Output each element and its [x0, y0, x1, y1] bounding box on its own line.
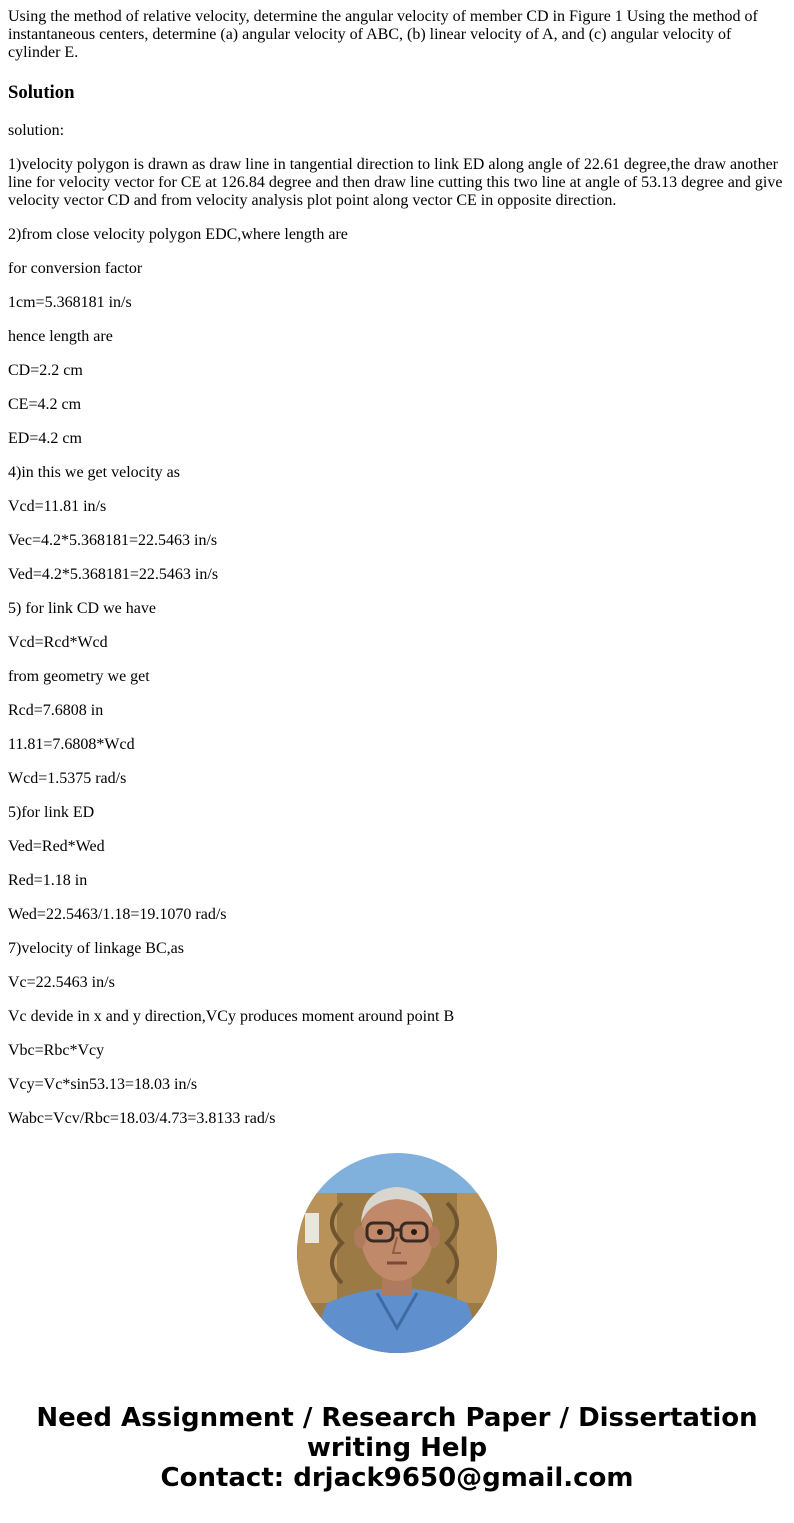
solution-line: Vc devide in x and y direction,VCy produces moment around point B	[8, 1008, 455, 1025]
avatar-portrait	[297, 1153, 497, 1353]
solution-line: CD=2.2 cm	[8, 362, 83, 379]
solution-line: 1)velocity polygon is drawn as draw line in tangential direction to link ED along angle of 22.61 degree,the draw another line for velocity vector for CE at 126.84 degree and then draw line cutting this two line at angle of 53.13 degree and give velocity vector CD and from velocity analysis plot point along vector CE in opposite direction.	[8, 156, 783, 209]
solution-heading: Solution	[8, 82, 75, 103]
solution-line: Vbc=Rbc*Vcy	[8, 1042, 105, 1059]
solution-line: Rcd=7.6808 in	[8, 702, 104, 719]
solution-line: Ved=Red*Wed	[8, 838, 105, 855]
promo-line: writing Help	[306, 1433, 488, 1463]
solution-line: 5)for link ED	[8, 804, 95, 821]
solution-line: 7)velocity of linkage BC,as	[8, 940, 184, 957]
question-text: Using the method of relative velocity, determine the angular velocity of member CD in Figure 1 Using the method of instantaneous centers, determine (a) angular velocity of ABC, (b) linear velocity of A, and (c) angular velocity of cylinder E.	[8, 8, 758, 61]
solution-lines	[8, 122, 786, 1128]
solution-line: for conversion factor	[8, 260, 143, 277]
solution-line: 2)from close velocity polygon EDC,where length are	[8, 226, 348, 243]
promo-contact: Contact: drjack9650@gmail.com	[160, 1463, 634, 1493]
solution-line: hence length are	[8, 328, 113, 345]
solution-line: Vcd=Rcd*Wcd	[8, 634, 108, 651]
solution-line: CE=4.2 cm	[8, 396, 82, 413]
solution-line: Wcd=1.5375 rad/s	[8, 770, 127, 787]
solution-line: Red=1.18 in	[8, 872, 88, 889]
solution-line: from geometry we get	[8, 668, 150, 685]
author-avatar	[297, 1153, 497, 1353]
promo-line: Need Assignment / Research Paper / Dissertation	[36, 1403, 758, 1433]
promo-banner	[0, 1403, 794, 1493]
solution-line: 11.81=7.6808*Wcd	[8, 736, 135, 753]
solution-line: 1cm=5.368181 in/s	[8, 294, 132, 311]
solution-line: Vcy=Vc*sin53.13=18.03 in/s	[8, 1076, 198, 1093]
solution-line: Vec=4.2*5.368181=22.5463 in/s	[8, 532, 218, 549]
solution-line: 4)in this we get velocity as	[8, 464, 180, 481]
solution-line: Wabc=Vcv/Rbc=18.03/4.73=3.8133 rad/s	[8, 1110, 276, 1127]
solution-line: ED=4.2 cm	[8, 430, 82, 447]
solution-line: solution:	[8, 122, 65, 139]
solution-line: Ved=4.2*5.368181=22.5463 in/s	[8, 566, 219, 583]
solution-line: Vcd=11.81 in/s	[8, 498, 107, 515]
solution-line: Vc=22.5463 in/s	[8, 974, 115, 991]
solution-line: Wed=22.5463/1.18=19.1070 rad/s	[8, 906, 227, 923]
solution-line: 5) for link CD we have	[8, 600, 156, 617]
